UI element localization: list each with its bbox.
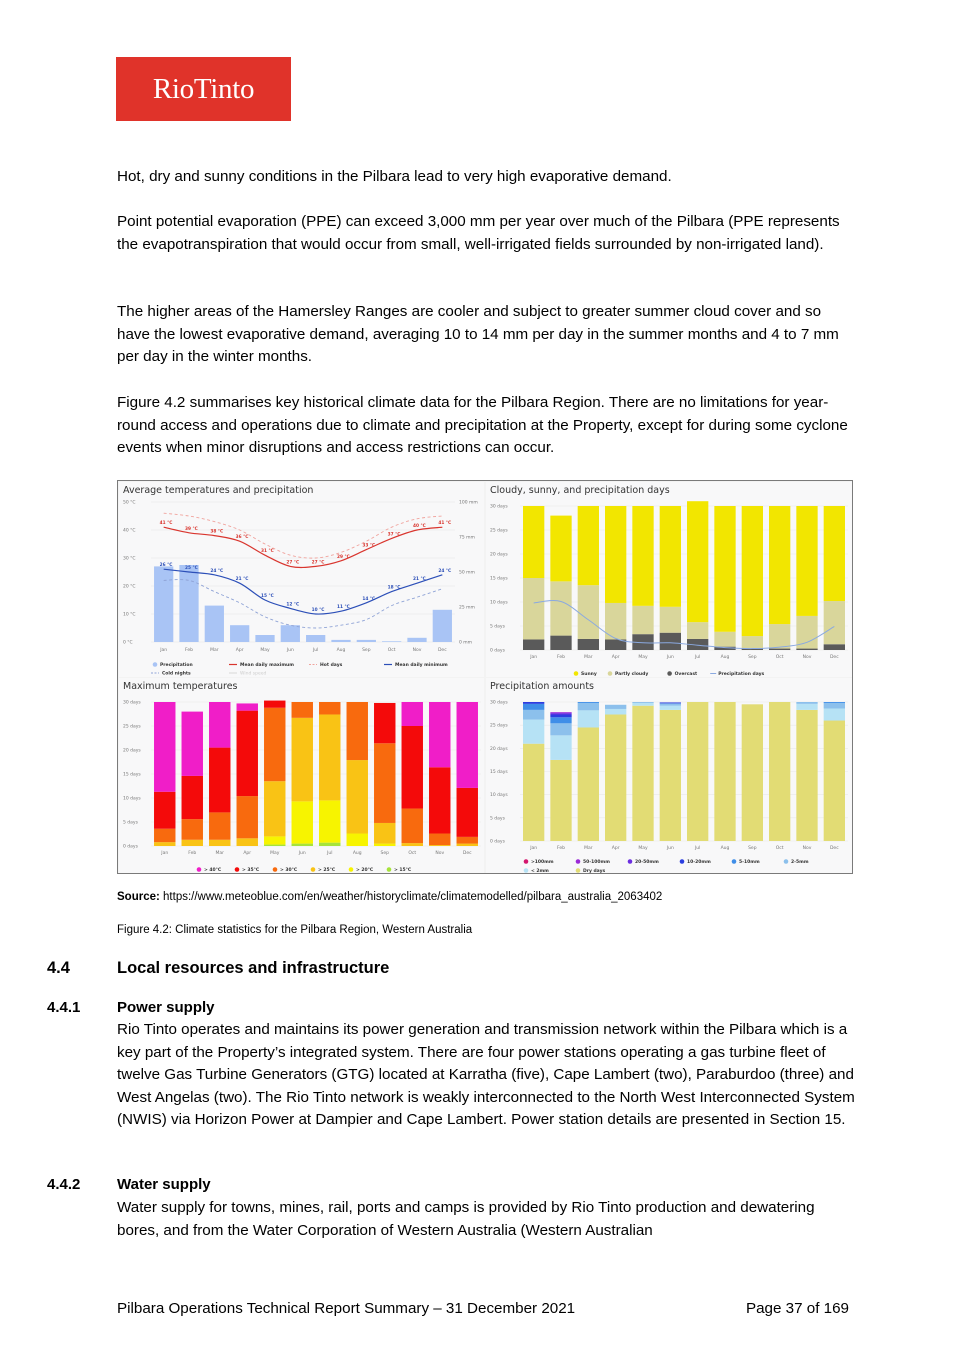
svg-text:Jul: Jul [327, 851, 333, 856]
svg-text:Mar: Mar [215, 851, 224, 856]
svg-text:Mar: Mar [584, 846, 593, 851]
svg-text:30 days: 30 days [123, 700, 141, 706]
svg-text:Cold nights: Cold nights [162, 671, 191, 677]
svg-text:Jan: Jan [160, 648, 168, 653]
svg-text:> 25°C: > 25°C [318, 868, 336, 873]
svg-text:< 2mm: < 2mm [531, 869, 549, 873]
chart-title: Precipitation amounts [490, 681, 595, 692]
svg-text:0 °C: 0 °C [123, 640, 133, 646]
svg-text:21 °C: 21 °C [235, 577, 249, 583]
svg-text:10-20mm: 10-20mm [687, 860, 711, 865]
svg-text:40 °C: 40 °C [413, 524, 426, 529]
svg-text:Dry days: Dry days [583, 869, 606, 873]
svg-text:May: May [638, 846, 648, 851]
svg-text:39 °C: 39 °C [185, 526, 198, 532]
svg-text:27 °C: 27 °C [311, 560, 325, 566]
svg-text:40 °C: 40 °C [123, 528, 136, 534]
svg-text:> 35°C: > 35°C [242, 868, 260, 873]
svg-text:15 days: 15 days [490, 576, 508, 582]
chart-precip-amounts [486, 678, 852, 873]
avg-temp-precip-plot [119, 482, 484, 677]
svg-text:26 °C: 26 °C [159, 563, 173, 569]
svg-text:Feb: Feb [557, 846, 565, 851]
svg-text:20 °C: 20 °C [123, 584, 136, 590]
rio-tinto-logo [116, 57, 291, 121]
chart-avg-temp-precip [119, 482, 484, 677]
svg-text:21 °C: 21 °C [413, 577, 426, 583]
svg-text:5 days: 5 days [123, 820, 138, 826]
svg-text:18 °C: 18 °C [387, 585, 401, 591]
svg-text:33 °C: 33 °C [362, 543, 376, 549]
chart-title: Cloudy, sunny, and precipitation days [490, 485, 670, 496]
svg-text:Mean daily maximum: Mean daily maximum [240, 663, 294, 668]
svg-text:10 °C: 10 °C [311, 608, 325, 613]
svg-text:Sep: Sep [748, 655, 757, 660]
svg-text:Overcast: Overcast [674, 672, 698, 677]
svg-text:Sunny: Sunny [581, 672, 597, 677]
svg-text:25 mm: 25 mm [459, 605, 475, 611]
chart-max-temperatures [119, 678, 484, 873]
svg-text:Jul: Jul [694, 846, 701, 851]
svg-text:Dec: Dec [829, 846, 839, 851]
paragraph-power-supply: Rio Tinto operates and maintains its power generation and transmission network within the Pilbara which is a key part of the Property’s integrated system. There are four power stations operating a gas turbine fleet of twelve Gas Turbine Generators (GTG) located at Karratha (five), Cape Lambert (two), Paraburdoo (three) and West Angelas (two). The Rio Tinto network is weakly interconnected to the North West Interconnected System (NWIS) via Horizon Power at Dampier and Cape Lambert. Power station details are presented in Section 15. [117, 1021, 855, 1129]
svg-text:5 days: 5 days [490, 624, 505, 630]
svg-text:Jan: Jan [530, 846, 538, 851]
paragraph-water-supply: Water supply for towns, mines, rail, ports and camps is provided by Rio Tinto production and dewatering bores, and from the Water Corporation of Western Australia (Western Australian [117, 1199, 815, 1239]
svg-text:50-100mm: 50-100mm [583, 860, 610, 865]
svg-text:20 days: 20 days [490, 746, 508, 752]
svg-text:Feb: Feb [188, 851, 197, 856]
svg-text:75 mm: 75 mm [459, 535, 475, 541]
svg-text:30 days: 30 days [490, 504, 508, 510]
chart-cloudy-sunny-days [486, 482, 852, 677]
svg-text:Nov: Nov [802, 655, 812, 660]
svg-text:Jul: Jul [694, 655, 701, 660]
svg-text:Sep: Sep [362, 648, 371, 653]
svg-text:15 °C: 15 °C [261, 594, 274, 599]
paragraph-figure-summary: Figure 4.2 summarises key historical climate data for the Pilbara Region. There are no limitations for year-round access and operations due to climate and precipitation at the Property, except for during some cyclone events when minor disruptions and access restrictions can occur. [117, 394, 848, 457]
svg-text:41 °C: 41 °C [438, 521, 452, 527]
svg-text:25 days: 25 days [123, 724, 141, 730]
svg-text:May: May [260, 648, 270, 653]
section-heading: Local resources and infrastructure [117, 959, 390, 977]
svg-text:100 mm: 100 mm [459, 500, 478, 506]
svg-text:Aug: Aug [720, 655, 730, 660]
svg-text:38 °C: 38 °C [210, 529, 224, 535]
svg-text:Oct: Oct [408, 851, 417, 856]
subsection-heading-water: Water supply [117, 1176, 211, 1193]
svg-text:0 days: 0 days [490, 648, 505, 654]
svg-text:36 °C: 36 °C [235, 535, 249, 541]
logo-text: RioTinto [152, 72, 255, 105]
figure-caption: Figure 4.2: Climate statistics for the Pilbara Region, Western Australia [117, 924, 473, 936]
svg-text:Apr: Apr [235, 648, 244, 653]
svg-text:0 days: 0 days [490, 839, 505, 845]
paragraph-hamersley: The higher areas of the Hamersley Ranges are cooler and subject to greater summer cloud cover and so have the lowest evaporative demand, averaging 10 to 14 mm per day in the summer months and 4 to 7 mm per day in the winter months. [117, 303, 839, 366]
svg-text:Precipitation days: Precipitation days [718, 672, 765, 677]
svg-text:Sep: Sep [380, 851, 389, 856]
svg-text:10 days: 10 days [123, 796, 141, 802]
figure-source [117, 891, 662, 903]
svg-text:Dec: Dec [437, 648, 447, 653]
svg-text:Oct: Oct [775, 846, 784, 851]
svg-text:41 °C: 41 °C [159, 521, 173, 527]
svg-text:Mar: Mar [210, 648, 219, 653]
svg-text:Aug: Aug [336, 648, 346, 653]
svg-text:Jun: Jun [286, 648, 294, 653]
svg-text:5 days: 5 days [490, 816, 505, 822]
paragraph-ppe: Point potential evaporation (PPE) can exceed 3,000 mm per year over much of the Pilbara (PPE represents the evapotranspiration that would occur from small, well-irrigated fields surrounded by non-irrigated land). [117, 213, 840, 253]
svg-text:Jun: Jun [666, 655, 674, 660]
svg-text:Oct: Oct [387, 648, 396, 653]
source-label: Source: [117, 891, 160, 903]
svg-text:Aug: Aug [720, 846, 730, 851]
svg-text:15 days: 15 days [123, 772, 141, 778]
svg-text:30 days: 30 days [490, 700, 508, 706]
svg-text:Mar: Mar [584, 655, 593, 660]
svg-text:30 °C: 30 °C [123, 556, 136, 562]
svg-text:Jan: Jan [161, 851, 169, 856]
paragraph-evaporative-demand: Hot, dry and sunny conditions in the Pilbara lead to very high evaporative demand. [117, 168, 672, 185]
svg-text:> 40°C: > 40°C [204, 868, 222, 873]
svg-text:27 °C: 27 °C [286, 560, 300, 566]
svg-text:Apr: Apr [243, 851, 252, 856]
svg-text:>100mm: >100mm [531, 860, 554, 865]
svg-text:Feb: Feb [557, 655, 565, 660]
svg-text:24 °C: 24 °C [438, 568, 452, 574]
svg-text:25 days: 25 days [490, 528, 508, 534]
svg-text:24 °C: 24 °C [210, 568, 224, 574]
subsection-number: 4.4.1 [47, 999, 81, 1016]
svg-text:Apr: Apr [611, 846, 620, 851]
svg-text:5-10mm: 5-10mm [739, 860, 760, 865]
svg-text:37 °C: 37 °C [387, 532, 401, 538]
svg-text:Dec: Dec [829, 655, 839, 660]
svg-text:20 days: 20 days [490, 552, 508, 558]
svg-text:Aug: Aug [352, 851, 362, 856]
svg-text:25 °C: 25 °C [185, 566, 198, 571]
svg-text:Jun: Jun [298, 851, 306, 856]
svg-text:10 °C: 10 °C [123, 612, 136, 618]
svg-text:> 20°C: > 20°C [356, 868, 374, 873]
svg-text:Wind speed: Wind speed [240, 671, 267, 677]
svg-text:Nov: Nov [412, 648, 422, 653]
svg-text:Partly cloudy: Partly cloudy [615, 672, 649, 677]
max-temperatures-plot [119, 678, 484, 873]
section-number: 4.4 [47, 959, 70, 977]
svg-text:> 15°C: > 15°C [394, 868, 412, 873]
svg-text:14 °C: 14 °C [362, 596, 376, 602]
svg-text:0 mm: 0 mm [459, 640, 473, 646]
svg-text:20-50mm: 20-50mm [635, 860, 659, 865]
svg-text:Sep: Sep [748, 846, 757, 851]
climate-figure [117, 480, 853, 874]
svg-text:29 °C: 29 °C [337, 554, 350, 560]
svg-text:> 30°C: > 30°C [280, 868, 298, 873]
svg-text:20 days: 20 days [123, 748, 141, 754]
source-url: https://www.meteoblue.com/en/weather/historyclimate/climatemodelled/pilbara_australia_2063402 [163, 891, 663, 903]
svg-text:2-5mm: 2-5mm [791, 860, 809, 865]
footer-page-number: Page 37 of 169 [745, 1300, 849, 1317]
svg-text:15 days: 15 days [490, 770, 508, 775]
svg-text:Apr: Apr [611, 655, 620, 660]
svg-text:Jun: Jun [666, 846, 674, 851]
svg-text:May: May [638, 655, 648, 660]
chart-title: Maximum temperatures [123, 681, 238, 692]
svg-text:Hot days: Hot days [320, 663, 343, 668]
svg-text:Feb: Feb [185, 648, 193, 653]
svg-text:Nov: Nov [435, 851, 445, 856]
svg-text:12 °C: 12 °C [286, 602, 300, 608]
svg-text:0 days: 0 days [123, 844, 138, 850]
svg-text:25 days: 25 days [490, 723, 508, 729]
subsection-number: 4.4.2 [47, 1176, 81, 1193]
svg-text:50 °C: 50 °C [123, 500, 136, 506]
chart-title: Average temperatures and precipitation [123, 485, 314, 496]
svg-text:10 days: 10 days [490, 793, 508, 799]
precip-amounts-plot [486, 678, 852, 873]
svg-text:Dec: Dec [462, 851, 472, 856]
svg-text:11 °C: 11 °C [337, 605, 350, 611]
svg-text:Jul: Jul [312, 648, 319, 653]
svg-text:Precipitation: Precipitation [160, 663, 193, 668]
svg-text:31 °C: 31 °C [261, 549, 274, 555]
svg-text:10 days: 10 days [490, 600, 508, 606]
footer-doc-title: Pilbara Operations Technical Report Summary – 31 December 2021 [117, 1300, 576, 1317]
svg-text:May: May [270, 851, 280, 856]
svg-text:Jan: Jan [530, 655, 538, 660]
svg-text:Oct: Oct [775, 655, 784, 660]
svg-text:50 mm: 50 mm [459, 570, 475, 576]
svg-text:Nov: Nov [802, 846, 812, 851]
subsection-heading-power: Power supply [117, 999, 215, 1016]
cloudy-sunny-plot [486, 482, 852, 677]
svg-text:Mean daily minimum: Mean daily minimum [395, 663, 448, 668]
